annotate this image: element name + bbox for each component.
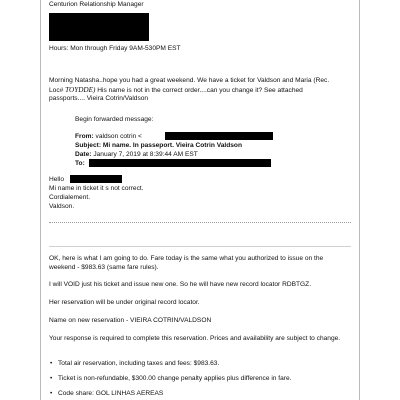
redacted-email <box>165 132 273 140</box>
bullet-item: • Ticket is non-refundable, $300.00 change penalty applies plus difference in fare. <box>58 375 292 384</box>
header-hours: Hours: Mon through Friday 9AM-530PM EST <box>49 45 181 52</box>
reply-paragraph-3: Her reservation will be under original record locator. <box>49 299 200 306</box>
reply-paragraph-4: Name on new reservation - VIEIRA COTRIN/VALDSON <box>49 317 212 324</box>
forwarded-intro: Begin forwarded message: <box>75 116 154 123</box>
from-value: valdson cotrin < <box>95 133 142 140</box>
divider-dotted <box>49 222 351 223</box>
forwarded-subject <box>75 142 242 151</box>
redacted-recipient <box>89 159 271 167</box>
subject-value: Mi name. In passeport. Vieira Cotrin Valdson <box>102 142 242 149</box>
locator-label: Loc# <box>49 87 64 94</box>
client-line-2: Cordialement. <box>49 194 91 201</box>
redacted-name <box>70 175 122 183</box>
header-title: Centurion Relationship Manager <box>49 1 144 8</box>
reply-paragraph-2: I will VOID just his ticket and issue new one. So he will have new record locator RDBTGZ. <box>49 281 312 288</box>
message-line-2-rest: His name is not in the correct order....can you change it? See attached <box>95 87 303 94</box>
client-line-1: Mi name in ticket it s not correct. <box>49 185 144 192</box>
divider-solid <box>49 246 351 247</box>
reply-paragraph-1: OK, here is what I am going to do. Fare today is the same what you authorized to issue on the weekend - $983.63 (same fare rules). <box>49 255 324 271</box>
locator-code: TOYDDE) <box>65 86 96 94</box>
subject-label: Subject: <box>75 142 102 149</box>
client-hello: Hello <box>49 176 65 183</box>
message-line-3: passports.... Vieira Cotrin/Valdson <box>49 95 149 102</box>
message-line-1: Morning Natasha..hope you had a great weekend. We have a ticket for Valdson and Maria (Rec. <box>49 77 330 84</box>
date-label: Date: <box>75 151 92 158</box>
client-line-3: Valdson. <box>49 203 75 210</box>
bullet-item: • Code share: GOL LINHAS AEREAS <box>58 390 163 399</box>
redacted-block <box>49 13 149 41</box>
date-value: January 7, 2019 at 8:39:44 AM EST <box>93 151 198 158</box>
reply-paragraph-5: Your response is required to complete this reservation. Prices and availability are subject to change. <box>49 335 341 342</box>
forwarded-from <box>75 133 142 142</box>
document-page <box>40 0 360 400</box>
bullet-item: • Total air reservation, including taxes and fees: $983.63. <box>58 360 219 369</box>
to-label: To: <box>75 160 85 167</box>
forwarded-to <box>75 160 85 169</box>
from-label: From: <box>75 133 94 140</box>
